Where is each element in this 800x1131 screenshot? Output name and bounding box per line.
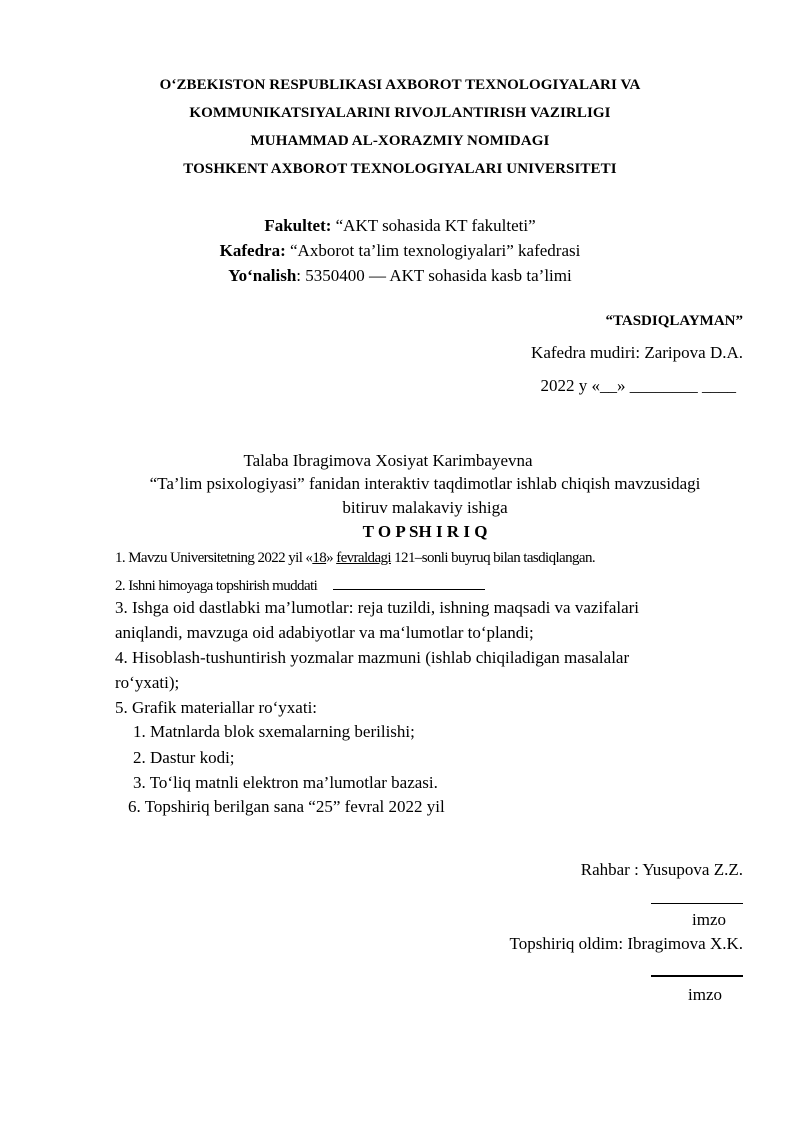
item-5-sub-2: 2. Dastur kodi;	[133, 748, 235, 767]
student-signature-line	[651, 975, 743, 977]
ministry-header-line-1: O‘ZBEKISTON RESPUBLIKASI AXBOROT TEXNOLOGIYALARI VA	[159, 77, 641, 93]
faculty-line	[0, 216, 800, 236]
supervisor-signature-line	[651, 903, 743, 904]
student-name: Talaba Ibragimova Xosiyat Karimbayevna	[243, 451, 533, 470]
direction-line	[0, 266, 800, 286]
item-2: 2. Ishni himoyaga topshirish muddati	[115, 575, 485, 595]
item-5: 5. Grafik materiallar ro‘yxati:	[115, 698, 318, 717]
approval-title: “TASDIQLAYMAN”	[605, 313, 743, 329]
department-head: Kafedra mudiri: Zaripova D.A.	[531, 343, 743, 362]
assignment-title: T O P SH I R I Q	[362, 522, 488, 541]
direction-value: : 5350400 — AKT sohasida kasb ta’limi	[296, 266, 572, 285]
faculty-value: “AKT sohasida KT fakulteti”	[331, 216, 536, 235]
university-header-line-3: MUHAMMAD AL-XORAZMIY NOMIDAGI	[250, 133, 550, 149]
university-header-line-4: TOSHKENT AXBOROT TEXNOLOGIYALARI UNIVERSITETI	[183, 161, 617, 177]
direction-label: Yo‘nalish	[228, 266, 297, 285]
department-line	[0, 241, 800, 261]
student-signature-label: imzo	[688, 985, 722, 1004]
item-5-sub-3: 3. To‘liq matnli elektron ma’lumotlar bazasi.	[133, 773, 438, 792]
item-6: 6. Topshiriq berilgan sana “25” fevral 2022 yil	[128, 797, 445, 816]
ministry-header-line-2: KOMMUNIKATSIYALARINI RIVOJLANTIRISH VAZIRLIGI	[189, 105, 611, 121]
approval-date: 2022 y «__» ________ ____	[540, 376, 736, 395]
supervisor-signature-label: imzo	[692, 910, 726, 929]
received-by: Topshiriq oldim: Ibragimova X.K.	[509, 934, 743, 953]
order-day: 18	[312, 550, 327, 566]
topic-line-2: bitiruv malakaviy ishiga	[342, 498, 508, 517]
supervisor-name: Rahbar : Yusupova Z.Z.	[580, 860, 743, 879]
item-3-line-1: 3. Ishga oid dastlabki ma’lumotlar: reja tuzildi, ishning maqsadi va vazifalari	[115, 598, 640, 617]
order-month: fevraldagi	[336, 550, 391, 566]
faculty-label: Fakultet:	[264, 216, 332, 235]
item-4-line-1: 4. Hisoblash-tushuntirish yozmalar mazmuni (ishlab chiqiladigan masalalar	[115, 648, 630, 667]
item-5-sub-1: 1. Matnlarda blok sxemalarning berilishi;	[133, 722, 415, 741]
topic-line-1: “Ta’lim psixologiyasi” fanidan interaktiv taqdimotlar ishlab chiqish mavzusidagi	[149, 474, 701, 493]
department-value: “Axborot ta’lim texnologiyalari” kafedrasi	[285, 241, 581, 260]
item-4-line-2: ro‘yxati);	[115, 673, 180, 692]
item-3-line-2: aniqlandi, mavzuga oid adabiyotlar va maʻlumotlar to‘plandi;	[115, 623, 534, 642]
department-label: Kafedra:	[219, 241, 286, 260]
deadline-blank	[333, 575, 485, 590]
item-1: 1. Mavzu Universitetning 2022 yil «18» fevraldagi 121–sonli buyruq bilan tasdiqlangan.	[115, 550, 596, 566]
